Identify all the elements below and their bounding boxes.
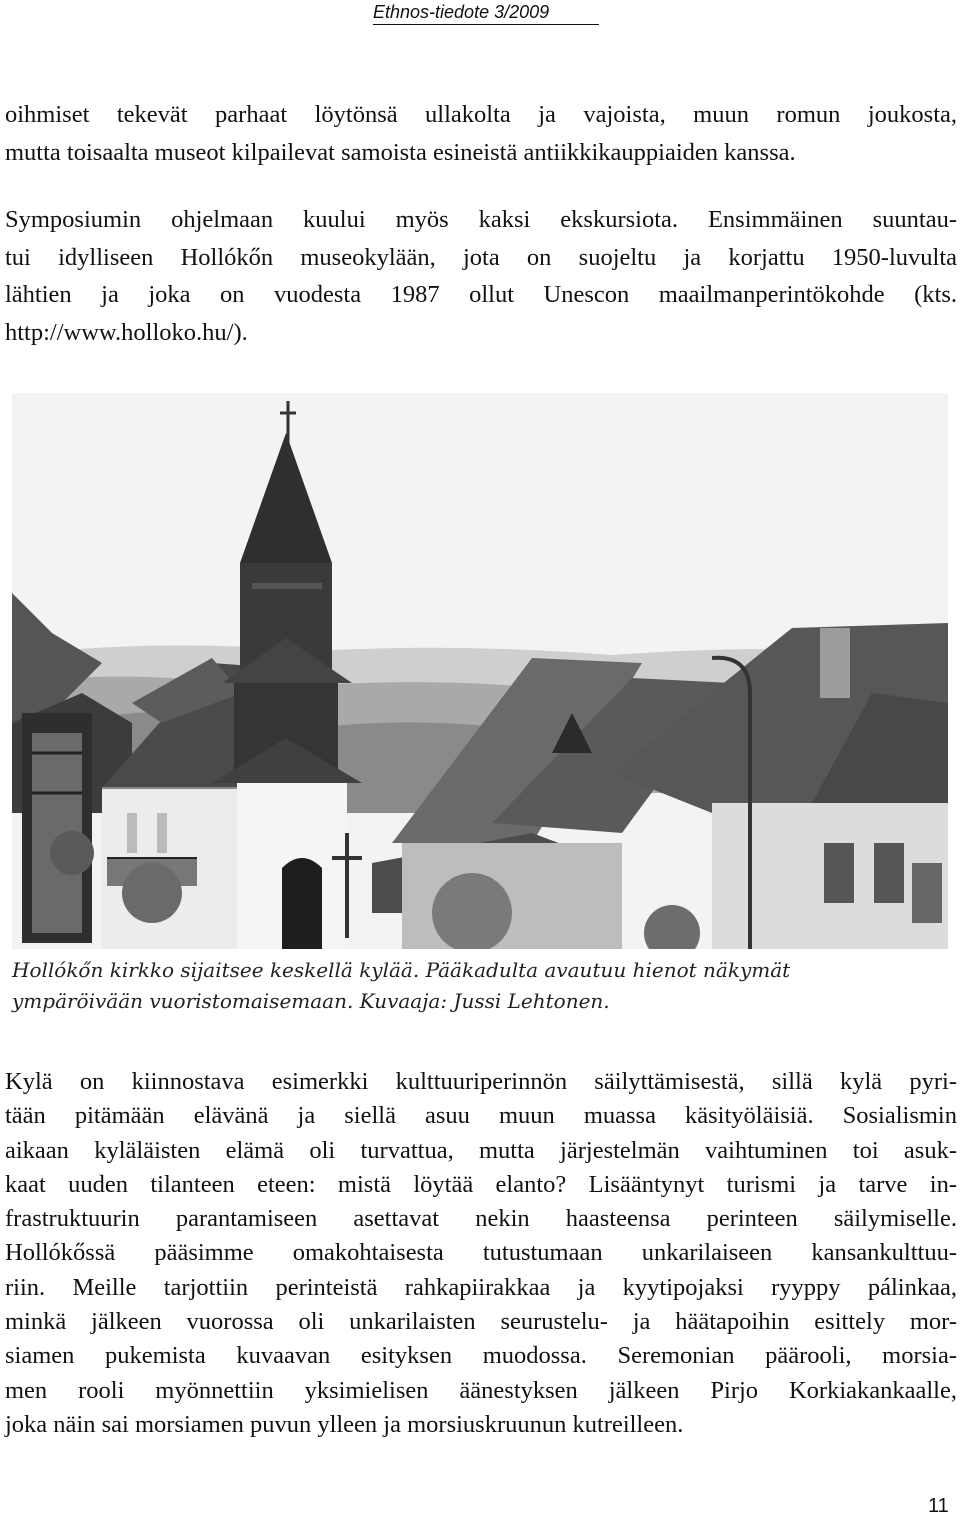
symposium-paragraph [5, 201, 957, 351]
paragraph-line: riin. Meille tarjottiin perinteistä rahkapiirakkaa ja kyytipojaksi ryyppy pálinkaa, [5, 1273, 957, 1301]
caption-line: ympäröivään vuoristomaisemaan. Kuvaaja: Jussi Lehtonen. [12, 989, 610, 1013]
intro-paragraph [5, 96, 957, 171]
caption-line: Hollókőn kirkko sijaitsee keskellä kylää. Pääkadulta avautuu hienot näkymät [12, 958, 791, 982]
paragraph-line: frastruktuurin parantamiseen asettavat nekin haasteensa perinteen säilymiselle. [5, 1205, 957, 1233]
paragraph-line: http://www.holloko.hu/). [5, 318, 248, 346]
paragraph-line: Kylä on kiinnostava esimerkki kulttuuriperinnön säilyttämisestä, sillä kylä pyri- [5, 1068, 957, 1095]
paragraph-line: joka näin sai morsiamen puvun ylleen ja morsiuskruunun kutreilleen. [5, 1410, 684, 1438]
paragraph-line: siamen pukemista kuvaavan esityksen muodossa. Seremonian päärooli, morsia- [5, 1342, 957, 1370]
paragraph-line: Symposiumin ohjelmaan kuului myös kaksi ekskursiota. Ensimmäinen suuntau- [5, 206, 957, 233]
photo-illustration [12, 393, 948, 949]
paragraph-line: tään pitämään elävänä ja siellä asuu muun muassa käsityöläisiä. Sosialismin [5, 1102, 957, 1130]
village-paragraph [5, 1065, 957, 1442]
photo-caption [12, 955, 948, 1017]
paragraph-line: aikaan kyläläisten elämä oli turvattua, mutta järjestelmän vaihtuminen toi asuk- [5, 1136, 957, 1164]
paragraph-line: Hollókőssä pääsimme omakohtaisesta tutustumaan unkarilaiseen kansankulttuu- [5, 1239, 957, 1267]
village-church-photo [12, 393, 948, 949]
paragraph-line: mutta toisaalta museot kilpailevat samoista esineistä antiikkikauppiaiden kanssa. [5, 138, 796, 166]
running-header: Ethnos-tiedote 3/2009 [373, 2, 599, 25]
paragraph-line: tui idylliseen Hollókőn museokylään, jota on suojeltu ja korjattu 1950-luvulta [5, 243, 957, 271]
paragraph-line: kaat uuden tilanteen eteen: mistä löytää elanto? Lisääntynyt turismi ja tarve in- [5, 1170, 957, 1198]
paragraph-line: minkä jälkeen vuorossa oli unkarilaisten seurustelu- ja häätapoihin esittely mor- [5, 1308, 957, 1336]
page-number: 11 [928, 1495, 949, 1517]
paragraph-line: men rooli myönnettiin yksimielisen äänestyksen jälkeen Pirjo Korkiakankaalle, [5, 1376, 957, 1404]
paragraph-line: oihmiset tekevät parhaat löytönsä ullakolta ja vajoista, muun romun joukosta, [5, 101, 957, 128]
paragraph-line: lähtien ja joka on vuodesta 1987 ollut Unescon maailmanperintökohde (kts. [5, 281, 957, 308]
